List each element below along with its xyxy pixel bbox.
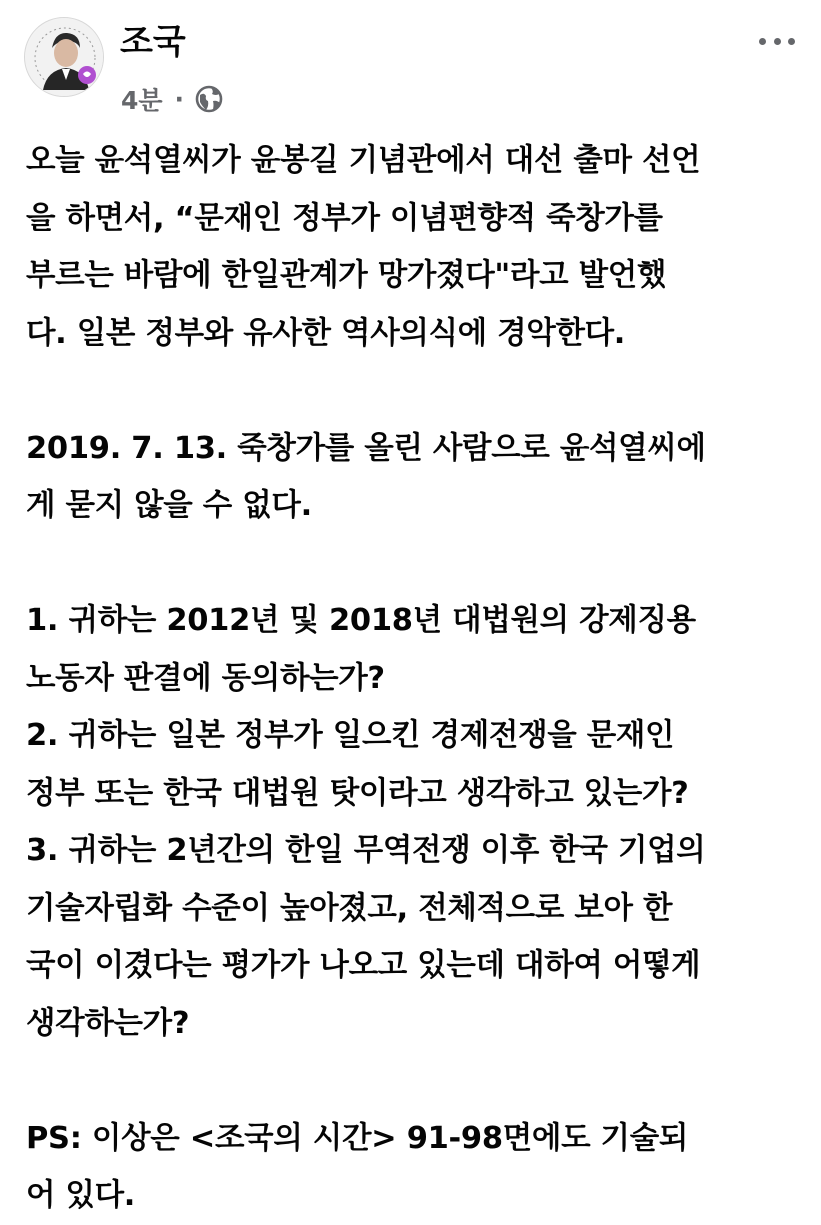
post-text-line: 부르는 바람에 한일관계가 망가졌다"라고 발언했 (26, 258, 667, 293)
post-text-line: 정부 또는 한국 대법원 탓이라고 생각하고 있는가? (26, 775, 689, 811)
post-text-line: 어 있다. (26, 1178, 136, 1213)
post-meta (121, 82, 224, 116)
post-text-line: 3. 귀하는 2년간의 한일 무역전쟁 이후 한국 기업의 (26, 833, 706, 868)
post-text-line: PS: 이상은 <조국의 시간> 91-98면에도 기술되 (26, 1120, 689, 1156)
post-text-line: 오늘 윤석열씨가 윤봉길 기념관에서 대선 출마 선언 (26, 143, 701, 178)
post-text-line: 기술자립화 수준이 높아졌고, 전체적으로 보아 한 (26, 890, 673, 926)
post-text-line: 다. 일본 정부와 유사한 역사의식에 경악한다. (26, 315, 626, 351)
paragraph-gap (26, 535, 806, 593)
post-text-line: 국이 이겼다는 평가가 나오고 있는데 대하여 어떻게 (26, 948, 701, 983)
post-text-line: 생각하는가? (26, 1005, 190, 1041)
more-dot-icon (788, 38, 795, 45)
post-header (0, 0, 821, 130)
paragraph-gap (26, 1052, 806, 1110)
paragraph-gap (26, 362, 806, 420)
post-text-line: 1. 귀하는 2012년 및 2018년 대법원의 강제징용 (26, 603, 696, 638)
post-text-line: 을 하면서, “문재인 정부가 이념편향적 죽창가를 (26, 200, 663, 236)
post-text-line: 게 묻지 않을 수 없다. (26, 488, 312, 523)
more-dot-icon (759, 38, 766, 45)
meta-separator: · (174, 84, 185, 114)
globe-icon[interactable] (194, 84, 224, 114)
more-options-icon[interactable] (759, 34, 795, 48)
post-text-line: 노동자 판결에 동의하는가? (26, 660, 385, 696)
more-dot-icon (774, 38, 781, 45)
post-body (26, 132, 806, 1225)
post-text-line: 2019. 7. 13. 죽창가를 올린 사람으로 윤석열씨에 (26, 430, 706, 466)
author-name[interactable]: 조국 (120, 22, 186, 62)
post-text-line: 2. 귀하는 일본 정부가 일으킨 경제전쟁을 문재인 (26, 718, 675, 753)
post-time[interactable]: 4분 (121, 86, 163, 115)
avatar[interactable] (24, 17, 104, 97)
profile-photo-icon (25, 18, 104, 97)
